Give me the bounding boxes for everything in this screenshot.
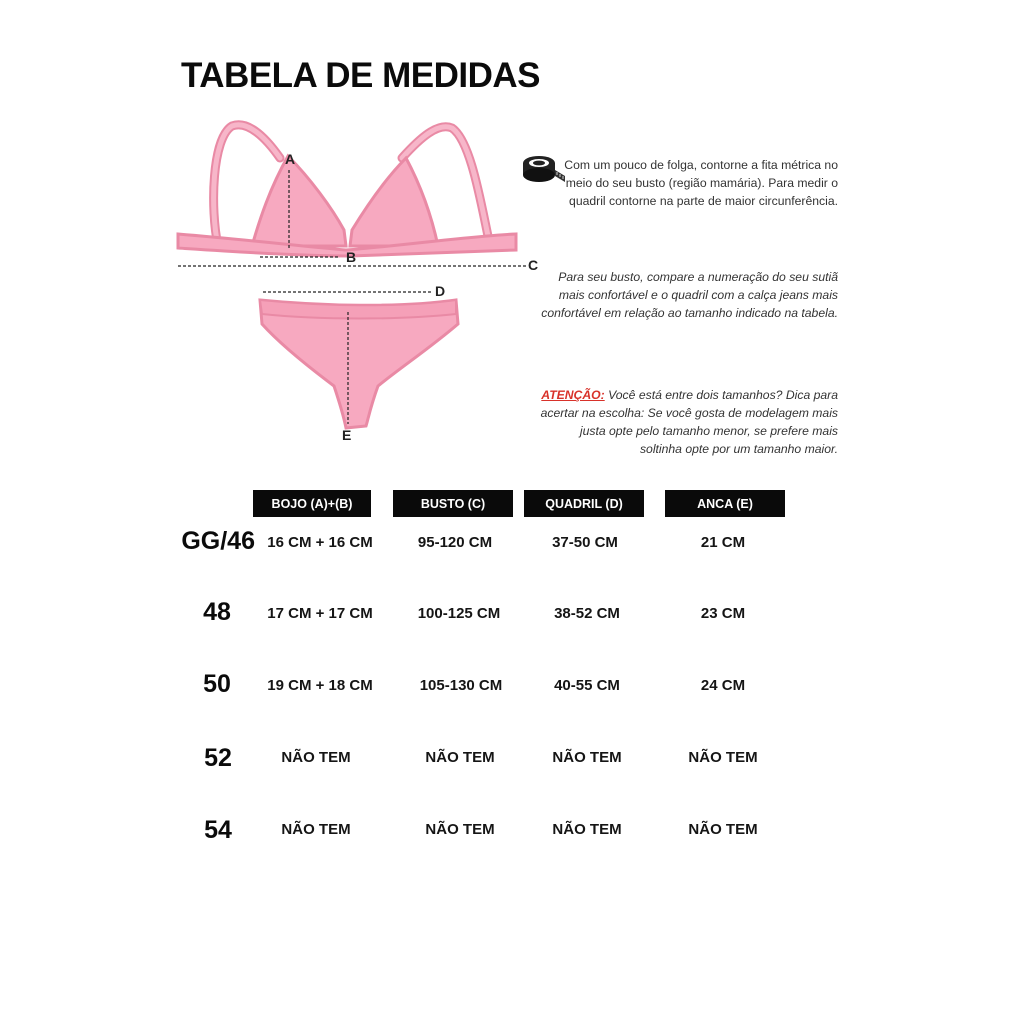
table-cell: 16 CM + 16 CM (267, 534, 373, 551)
table-cell: NÃO TEM (425, 821, 495, 838)
attention-label: ATENÇÃO: (541, 388, 605, 402)
instruction-text: Com um pouco de folga, contorne a fita métrica no meio do seu busto (região mamária). Para medir o quadril contorne na parte de maior circunferência. (564, 158, 838, 208)
attention-note (540, 386, 838, 458)
comparison-tip (540, 268, 838, 322)
table-cell: 95-120 CM (417, 534, 493, 551)
table-cell: NÃO TEM (688, 821, 758, 838)
bikini-measurement-diagram (170, 118, 550, 448)
label-a: A (285, 151, 296, 167)
attention-text: Você está entre dois tamanhos? Dica para acertar na escolha: Se você gosta de modelagem mais justa opte pelo tamanho menor, se prefere mais soltinha opte por um tamanho maior. (540, 388, 838, 456)
table-cell: 17 CM + 17 CM (267, 605, 373, 622)
table-cell: 40-55 CM (554, 677, 620, 694)
label-e: E (342, 427, 352, 443)
table-cell: 21 CM (700, 534, 746, 551)
size-label: 54 (204, 816, 232, 844)
table-cell: NÃO TEM (425, 749, 495, 766)
bottom-waistband (260, 300, 456, 319)
size-label: 52 (204, 744, 232, 772)
table-cell: NÃO TEM (552, 821, 622, 838)
header-anca: ANCA (E) (665, 490, 785, 517)
table-cell: NÃO TEM (552, 749, 622, 766)
table-cell: NÃO TEM (281, 821, 351, 838)
label-c: C (528, 257, 539, 273)
size-label: 50 (203, 670, 231, 698)
size-label: 48 (203, 598, 231, 626)
header-bojo: BOJO (A)+(B) (253, 490, 371, 517)
left-cup (252, 156, 346, 246)
page-title: TABELA DE MEDIDAS (181, 56, 540, 95)
right-cup (350, 158, 438, 246)
comparison-text: Para seu busto, compare a numeração do seu sutiã mais confortável e o quadril com a calça jeans mais confortável em relação ao tamanho indicado na tabela. (541, 270, 838, 320)
measuring-tape-icon (521, 152, 565, 186)
table-cell: NÃO TEM (688, 749, 758, 766)
label-b: B (346, 249, 357, 265)
header-busto: BUSTO (C) (393, 490, 513, 517)
label-d: D (435, 283, 446, 299)
table-cell: 24 CM (700, 677, 746, 694)
table-cell: 19 CM + 18 CM (267, 677, 373, 694)
size-label: GG/46 (181, 527, 255, 555)
table-cell: 23 CM (700, 605, 746, 622)
bikini-illustration (170, 118, 550, 448)
table-cell: 37-50 CM (552, 534, 618, 551)
table-cell: 105-130 CM (419, 677, 503, 694)
measuring-instructions (560, 156, 838, 210)
table-cell: NÃO TEM (281, 749, 351, 766)
table-cell: 100-125 CM (417, 605, 501, 622)
header-quadril: QUADRIL (D) (524, 490, 644, 517)
table-cell: 38-52 CM (554, 605, 620, 622)
